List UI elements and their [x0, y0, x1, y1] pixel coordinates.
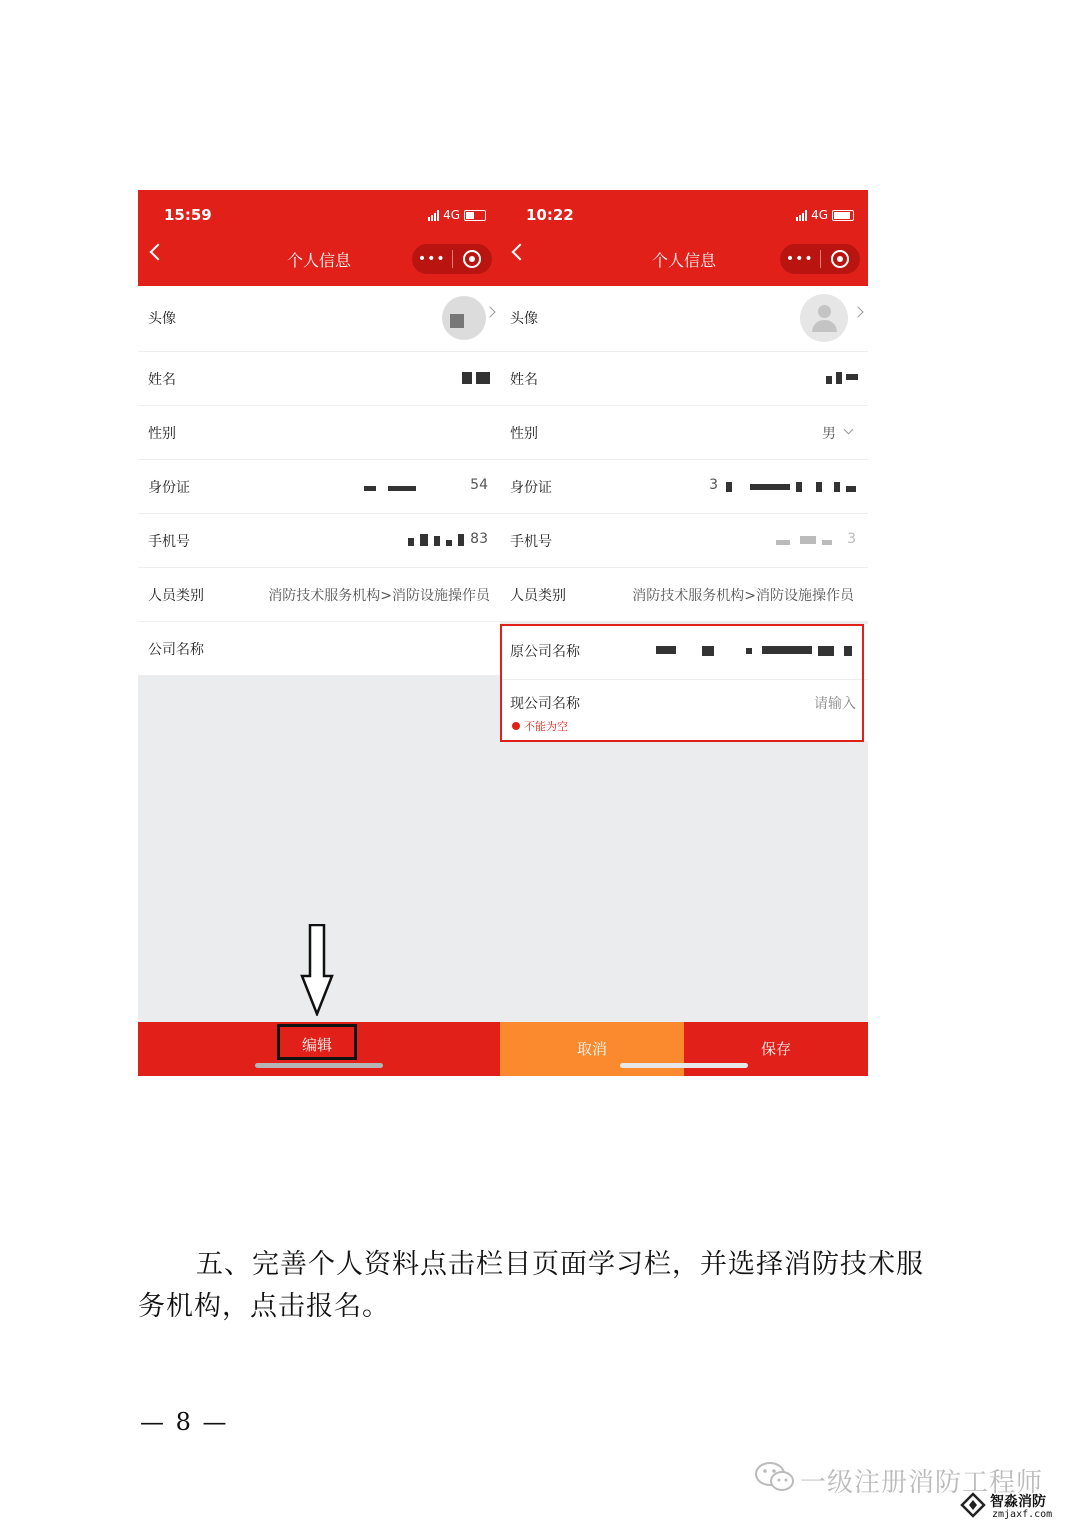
left-phone-screenshot: [138, 190, 500, 1076]
row-value: 3: [709, 477, 718, 493]
row-label: 原公司名称: [510, 644, 580, 660]
battery-icon: [832, 210, 854, 221]
avatar: [442, 296, 486, 340]
chevron-down-icon: [844, 425, 854, 435]
bottom-bar: [500, 1022, 868, 1076]
top-bar: [500, 190, 868, 286]
avatar: [800, 294, 848, 342]
down-arrow-icon: [300, 924, 334, 1016]
more-dots-icon[interactable]: •••: [417, 251, 446, 267]
error-message: 不能为空: [524, 720, 568, 733]
row-label: 头像: [510, 311, 538, 327]
row-personnel-type: [138, 568, 500, 622]
row-company: [138, 622, 500, 676]
row-label: 身份证: [510, 480, 552, 496]
watermark-domain: zmjaxf.com: [992, 1509, 1053, 1520]
row-value: 83: [470, 531, 488, 547]
row-label: 头像: [148, 311, 176, 327]
edit-button[interactable]: [277, 1024, 357, 1060]
top-bar: [138, 190, 500, 286]
row-label: 身份证: [148, 480, 190, 496]
page-number: — 8 —: [140, 1408, 229, 1436]
row-phone: [138, 514, 500, 568]
cancel-button-label: 取消: [576, 1040, 607, 1058]
row-label: 人员类别: [510, 588, 566, 604]
row-gender[interactable]: [500, 406, 868, 460]
row-current-company[interactable]: [500, 680, 868, 742]
status-time: 10:22: [526, 206, 574, 224]
page-title: 个人信息: [286, 251, 351, 270]
bottom-bar: [138, 1022, 500, 1076]
home-indicator: [620, 1063, 748, 1068]
more-dots-icon[interactable]: •••: [785, 251, 814, 267]
error-icon: [512, 722, 520, 730]
home-indicator: [255, 1063, 383, 1068]
row-label: 手机号: [148, 534, 190, 550]
chevron-right-icon: [852, 306, 863, 317]
status-icons: [796, 208, 854, 222]
row-label: 现公司名称: [510, 696, 580, 712]
current-company-input[interactable]: 请输入: [814, 696, 856, 712]
status-icons: [428, 208, 486, 222]
wechat-icon: [754, 1460, 796, 1494]
row-gender: [138, 406, 500, 460]
brand-logo-icon: [960, 1492, 986, 1518]
save-button-label: 保存: [760, 1040, 791, 1058]
row-phone: [500, 514, 868, 568]
row-avatar[interactable]: [138, 286, 500, 352]
right-phone-screenshot: [500, 190, 868, 1076]
row-original-company: [500, 624, 868, 680]
watermark-brand: 智淼消防: [990, 1494, 1046, 1510]
battery-icon: [464, 210, 486, 221]
chevron-right-icon: [484, 306, 495, 317]
page-title: 个人信息: [651, 251, 716, 270]
row-value: 消防技术服务机构>消防设施操作员: [268, 588, 490, 604]
row-label: 手机号: [510, 534, 552, 550]
row-label: 性别: [510, 426, 538, 442]
row-id-card: [138, 460, 500, 514]
row-id-card: [500, 460, 868, 514]
row-personnel-type: [500, 568, 868, 622]
row-label: 姓名: [510, 372, 538, 388]
row-label: 人员类别: [148, 588, 204, 604]
status-time: 15:59: [164, 206, 212, 224]
row-value: 54: [470, 477, 488, 493]
mini-program-capsule[interactable]: [780, 244, 860, 274]
row-label: 公司名称: [148, 642, 204, 658]
network-type: 4G: [443, 208, 460, 222]
paragraph-line-2: 务机构，点击报名。: [138, 1291, 390, 1322]
watermark-account: 一级注册消防工程师: [800, 1468, 1044, 1498]
row-label: 性别: [148, 426, 176, 442]
row-name: [500, 352, 868, 406]
signal-icon: [428, 210, 439, 221]
row-name: [138, 352, 500, 406]
close-target-icon[interactable]: [821, 250, 861, 268]
gender-select[interactable]: 男: [822, 426, 836, 442]
row-label: 姓名: [148, 372, 176, 388]
row-avatar[interactable]: [500, 286, 868, 352]
paragraph-line-1: 五、完善个人资料点击栏目页面学习栏，并选择消防技术服: [196, 1249, 924, 1280]
row-value: 消防技术服务机构>消防设施操作员: [632, 588, 854, 604]
row-value: 3: [847, 531, 856, 547]
network-type: 4G: [811, 208, 828, 222]
signal-icon: [796, 210, 807, 221]
mini-program-capsule[interactable]: [412, 244, 492, 274]
close-target-icon[interactable]: [453, 250, 493, 268]
edit-button-label: 编辑: [301, 1036, 332, 1054]
